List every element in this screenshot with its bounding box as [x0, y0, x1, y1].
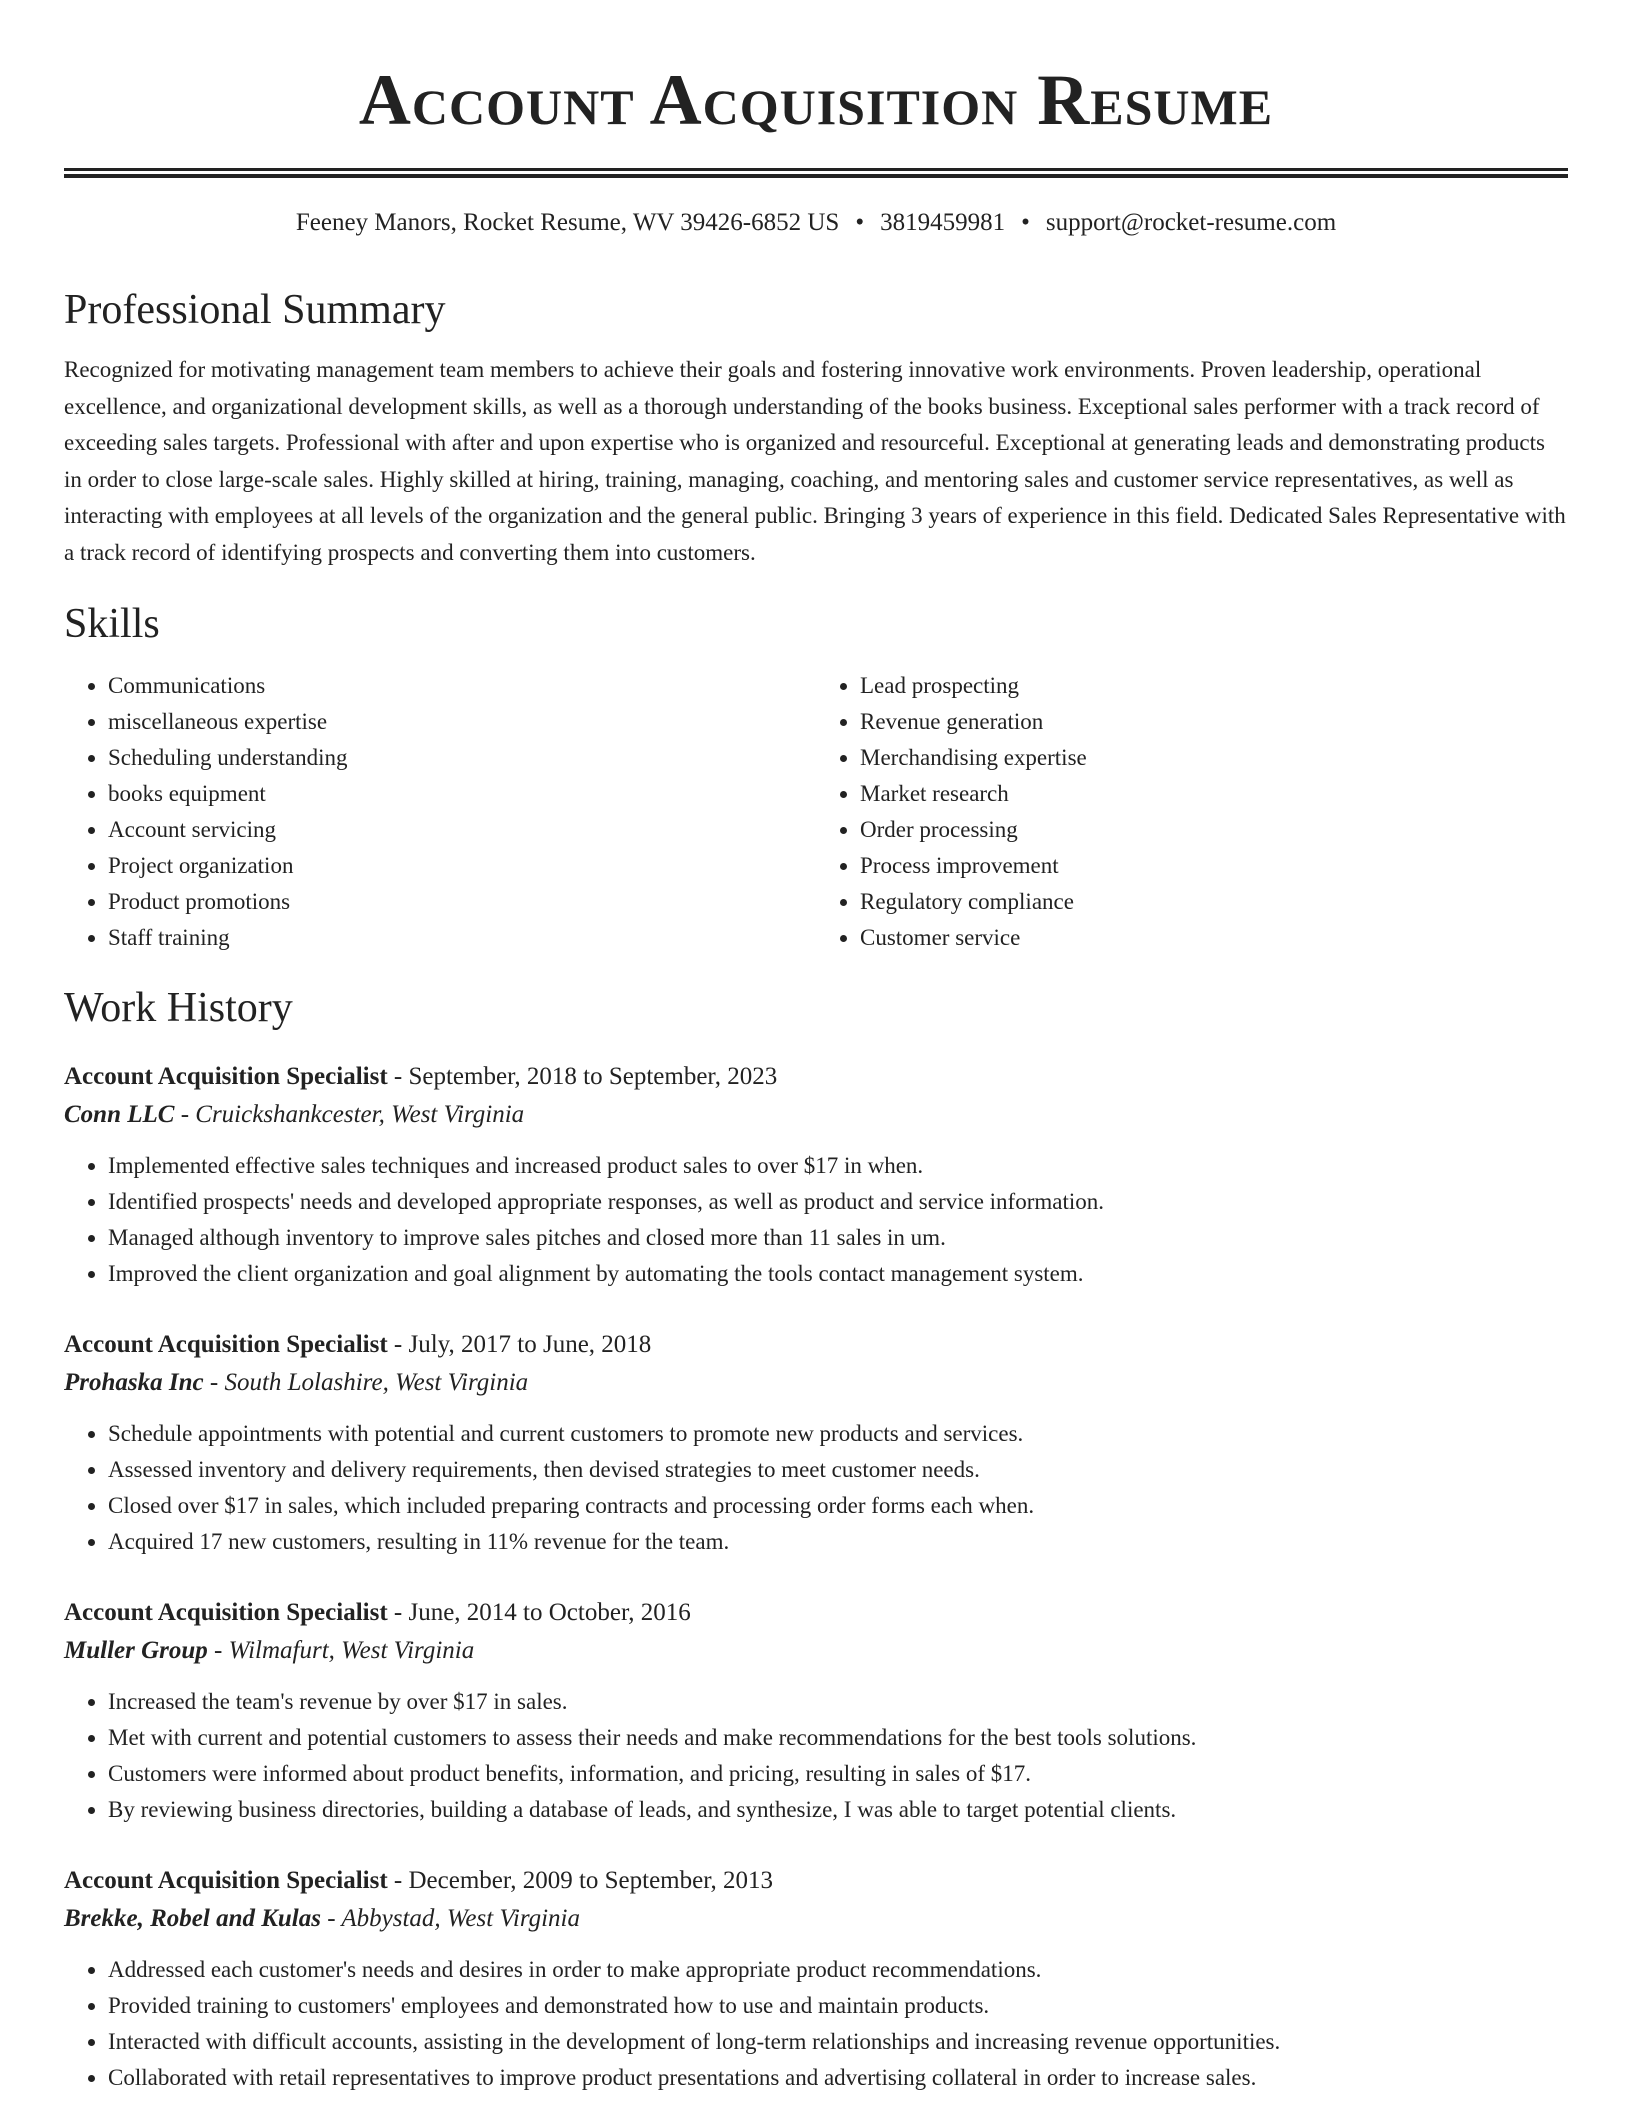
job-bullet: • Acquired 17 new customers, resulting in 11% revenue for the team.	[108, 1524, 1568, 1560]
job-dates: - September, 2018 to September, 2023	[387, 1062, 778, 1090]
skill-item: • Lead prospecting	[860, 668, 1568, 704]
job-bullets	[64, 1148, 1568, 1292]
skill-item: • Product promotions	[108, 884, 816, 920]
contact-line	[64, 206, 1568, 240]
job-title: Account Acquisition Specialist	[64, 1598, 388, 1626]
skill-item: • Customer service	[860, 920, 1568, 956]
job-bullet: • Assessed inventory and delivery requirements, then devised strategies to meet customer needs.	[108, 1452, 1568, 1488]
job-bullet: • Implemented effective sales techniques and increased product sales to over $17 in when.	[108, 1148, 1568, 1184]
job-bullet: • Customers were informed about product benefits, information, and pricing, resulting in sales of $17.	[108, 1756, 1568, 1792]
skill-item: • Account servicing	[108, 812, 816, 848]
job-title-line	[64, 1594, 1568, 1632]
job-title-line	[64, 1862, 1568, 1900]
skill-item: • miscellaneous expertise	[108, 704, 816, 740]
job-company-line	[64, 1632, 1568, 1670]
skills-list-left	[64, 668, 816, 956]
job-company-line	[64, 1096, 1568, 1134]
title-divider	[64, 168, 1568, 178]
skill-item: • Regulatory compliance	[860, 884, 1568, 920]
job-company-line	[64, 1364, 1568, 1402]
job-bullet: • Identified prospects' needs and developed appropriate responses, as well as product and service information.	[108, 1184, 1568, 1220]
skill-item: • Staff training	[108, 920, 816, 956]
resume-page	[64, 0, 1568, 2096]
job-bullet: • Improved the client organization and goal alignment by automating the tools contact management system.	[108, 1256, 1568, 1292]
contact-email: support@rocket-resume.com	[1045, 209, 1337, 236]
skill-item: • Project organization	[108, 848, 816, 884]
job-bullet: • Managed although inventory to improve sales pitches and closed more than 11 sales in um.	[108, 1220, 1568, 1256]
work-history-heading: Work History	[64, 984, 293, 1031]
skill-item: • Scheduling understanding	[108, 740, 816, 776]
contact-separator: •	[1021, 209, 1030, 236]
job-entry	[64, 1326, 1568, 1560]
job-bullet: • Interacted with difficult accounts, assisting in the development of long-term relationships and increasing revenue opportunities.	[108, 2024, 1568, 2060]
job-bullets	[64, 1684, 1568, 1828]
job-location: - Wilmafurt, West Virginia	[207, 1636, 475, 1664]
skills-list-right	[816, 668, 1568, 956]
job-title-line	[64, 1058, 1568, 1096]
skill-item: • Merchandising expertise	[860, 740, 1568, 776]
job-location: - Cruickshankcester, West Virginia	[174, 1100, 525, 1128]
job-location: - Abbystad, West Virginia	[320, 1904, 581, 1932]
contact-address: Feeney Manors, Rocket Resume, WV 39426-6852 US	[295, 209, 840, 236]
job-bullet: • By reviewing business directories, building a database of leads, and synthesize, I was able to target potential clients.	[108, 1792, 1568, 1828]
skill-item: • Market research	[860, 776, 1568, 812]
resume-title: Account Acquisition Resume	[358, 60, 1274, 140]
job-bullet: • Closed over $17 in sales, which included preparing contracts and processing order forms each when.	[108, 1488, 1568, 1524]
job-bullet: • Collaborated with retail representatives to improve product presentations and advertising collateral in order to increase sales.	[108, 2060, 1568, 2096]
job-title-line	[64, 1326, 1568, 1364]
job-entry	[64, 1862, 1568, 2096]
job-location: - South Lolashire, West Virginia	[203, 1368, 529, 1396]
job-bullet: • Provided training to customers' employees and demonstrated how to use and maintain products.	[108, 1988, 1568, 2024]
skill-item: • Communications	[108, 668, 816, 704]
summary-text: Recognized for motivating management team members to achieve their goals and fostering innovative work environments. Proven leadership, operational excellence, and organizational development skills, as well as a thorough understanding of the books business. Exceptional sales performer with a track record of exceeding sales targets. Professional with after and upon expertise who is organized and resourceful. Exceptional at generating leads and demonstrating products in order to close large-scale sales. Highly skilled at hiring, training, managing, coaching, and mentoring sales and customer service representatives, as well as interacting with employees at all levels of the organization and the general public. Bringing 3 years of experience in this field. Dedicated Sales Representative with a track record of identifying prospects and converting them into customers.	[64, 357, 1566, 565]
job-bullets	[64, 1416, 1568, 1560]
job-company: Conn LLC	[64, 1100, 175, 1128]
job-dates: - June, 2014 to October, 2016	[387, 1598, 691, 1626]
job-bullet: • Schedule appointments with potential and current customers to promote new products and services.	[108, 1416, 1568, 1452]
job-company: Brekke, Robel and Kulas	[64, 1904, 321, 1932]
job-title: Account Acquisition Specialist	[64, 1866, 388, 1894]
skill-item: • Process improvement	[860, 848, 1568, 884]
job-title: Account Acquisition Specialist	[64, 1330, 388, 1358]
job-title: Account Acquisition Specialist	[64, 1062, 388, 1090]
contact-separator: •	[855, 209, 865, 236]
skill-item: • Order processing	[860, 812, 1568, 848]
job-entry	[64, 1058, 1568, 1292]
job-company-line	[64, 1900, 1568, 1938]
job-dates: - December, 2009 to September, 2013	[387, 1866, 774, 1894]
contact-phone: 3819459981	[880, 209, 1006, 236]
job-bullet: • Addressed each customer's needs and desires in order to make appropriate product recommendations.	[108, 1952, 1568, 1988]
skills-columns	[64, 668, 1568, 956]
job-bullets	[64, 1952, 1568, 2096]
job-entry	[64, 1594, 1568, 1828]
summary-heading: Professional Summary	[64, 287, 446, 333]
job-bullet: • Met with current and potential customers to assess their needs and make recommendations for the best tools solutions.	[108, 1720, 1568, 1756]
job-company: Muller Group	[64, 1636, 208, 1664]
skills-heading: Skills	[64, 600, 160, 647]
skill-item: • books equipment	[108, 776, 816, 812]
skill-item: • Revenue generation	[860, 704, 1568, 740]
job-company: Prohaska Inc	[64, 1368, 204, 1396]
job-bullet: • Increased the team's revenue by over $17 in sales.	[108, 1684, 1568, 1720]
job-dates: - July, 2017 to June, 2018	[387, 1330, 652, 1358]
